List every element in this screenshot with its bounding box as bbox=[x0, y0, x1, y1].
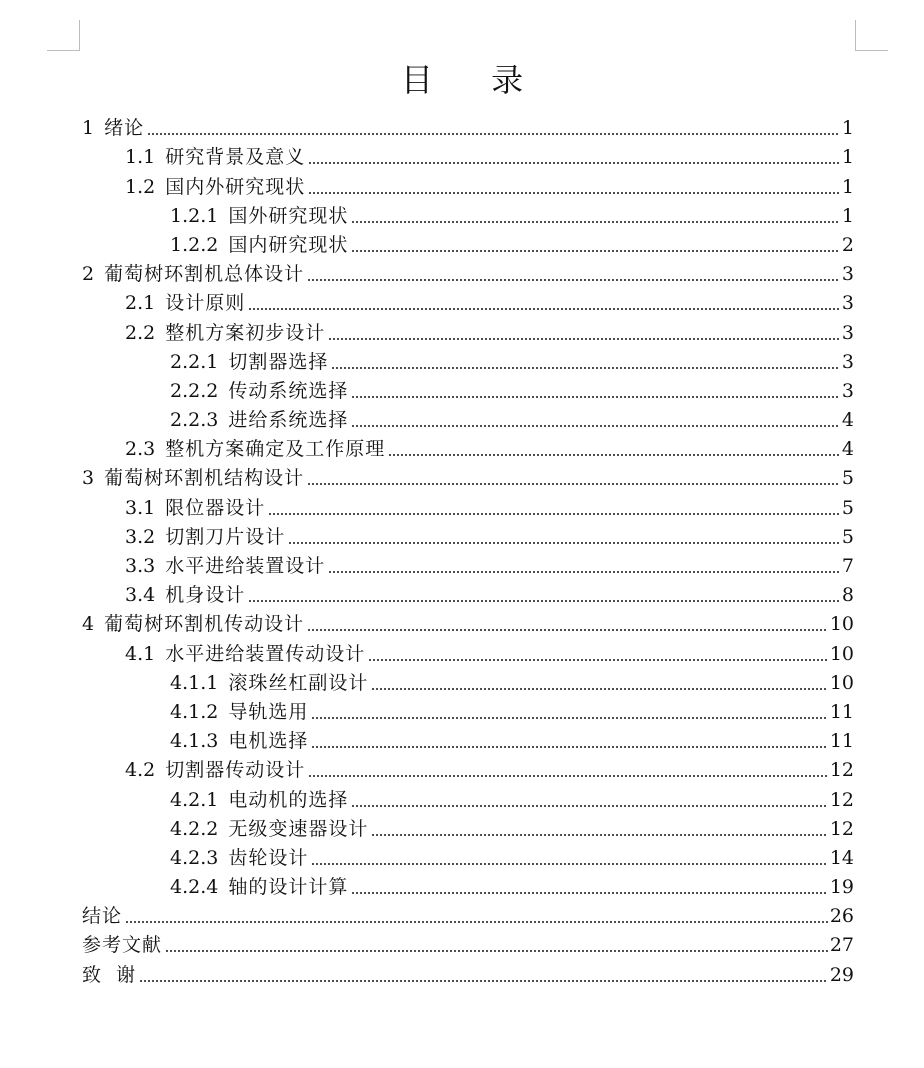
toc-entry-label: 切割器选择 bbox=[228, 350, 329, 373]
toc-entry-number: 4 bbox=[82, 613, 95, 636]
toc-entry[interactable] bbox=[82, 957, 854, 986]
toc-entry[interactable] bbox=[82, 607, 854, 636]
toc-entry-label: 滚珠丝杠副设计 bbox=[228, 671, 369, 694]
toc-entry[interactable] bbox=[82, 782, 854, 811]
toc-entry-label: 葡萄树环割机传动设计 bbox=[104, 613, 305, 636]
toc-entry-number: 2.3 bbox=[125, 438, 156, 461]
toc-entry[interactable] bbox=[82, 753, 854, 782]
toc-entry-number: 4.2 bbox=[125, 759, 156, 782]
dot-leader bbox=[351, 805, 827, 807]
toc-entry-page-number: 29 bbox=[829, 963, 854, 986]
toc-title: 目 录 bbox=[400, 61, 548, 99]
toc-entry-label: 齿轮设计 bbox=[228, 846, 309, 869]
dot-leader bbox=[308, 162, 840, 164]
dot-leader bbox=[288, 542, 840, 544]
toc-entry-page-number: 8 bbox=[841, 584, 854, 607]
toc-entry-page-number: 3 bbox=[841, 379, 854, 402]
toc-entry-page-number: 11 bbox=[829, 730, 854, 753]
toc-entry-page-number: 19 bbox=[829, 876, 854, 899]
toc-entry-page-number: 5 bbox=[841, 525, 854, 548]
dot-leader bbox=[351, 425, 840, 427]
dot-leader bbox=[351, 892, 827, 894]
toc-entry-label: 进给系统选择 bbox=[228, 409, 349, 432]
dot-leader bbox=[248, 600, 840, 602]
toc-entry-number: 4.1.3 bbox=[170, 730, 219, 753]
toc-entry[interactable] bbox=[82, 578, 854, 607]
toc-entry-page-number: 2 bbox=[841, 233, 854, 256]
toc-entry-label: 结论 bbox=[82, 905, 123, 928]
dot-leader bbox=[351, 250, 840, 252]
toc-entry-number: 3.4 bbox=[125, 584, 156, 607]
toc-entry-number: 4.1.2 bbox=[170, 700, 219, 723]
toc-entry[interactable] bbox=[82, 899, 854, 928]
toc-entry[interactable] bbox=[82, 666, 854, 695]
toc-entry-number: 3.2 bbox=[125, 525, 156, 548]
toc-entry-label: 参考文献 bbox=[82, 934, 163, 957]
toc-entry-page-number: 3 bbox=[841, 321, 854, 344]
toc-entry-page-number: 27 bbox=[829, 934, 854, 957]
toc-entry[interactable] bbox=[82, 490, 854, 519]
dot-leader bbox=[308, 775, 828, 777]
toc-entry[interactable] bbox=[82, 636, 854, 665]
toc-entry-number: 2 bbox=[82, 263, 95, 286]
toc-entry[interactable] bbox=[82, 520, 854, 549]
toc-entry[interactable] bbox=[82, 257, 854, 286]
toc-entry-page-number: 10 bbox=[829, 642, 854, 665]
dot-leader bbox=[125, 921, 828, 923]
toc-entry-page-number: 14 bbox=[829, 846, 854, 869]
dot-leader bbox=[388, 454, 840, 456]
toc-entry-label: 研究背景及意义 bbox=[165, 146, 306, 169]
toc-entry-number: 4.2.2 bbox=[170, 817, 219, 840]
toc-entry-label: 设计原则 bbox=[165, 292, 246, 315]
dot-leader bbox=[307, 483, 840, 485]
dot-leader bbox=[268, 513, 840, 515]
dot-leader bbox=[351, 396, 840, 398]
dot-leader bbox=[351, 221, 840, 223]
toc-entry[interactable] bbox=[82, 870, 854, 899]
toc-entry-label: 传动系统选择 bbox=[228, 379, 349, 402]
toc-entry-label: 切割器传动设计 bbox=[165, 759, 306, 782]
dot-leader bbox=[331, 367, 840, 369]
toc-entry-page-number: 10 bbox=[829, 671, 854, 694]
toc-entry-page-number: 1 bbox=[841, 117, 854, 140]
toc-entry[interactable] bbox=[82, 695, 854, 724]
toc-entry-label: 轴的设计计算 bbox=[228, 876, 349, 899]
dot-leader bbox=[311, 717, 827, 719]
toc-entry-page-number: 4 bbox=[841, 438, 854, 461]
dot-leader bbox=[308, 192, 840, 194]
toc-entry-number: 1.2.2 bbox=[170, 233, 219, 256]
toc-entry-label: 国内研究现状 bbox=[228, 233, 349, 256]
toc-entry[interactable] bbox=[82, 228, 854, 257]
dot-leader bbox=[307, 279, 840, 281]
toc-entry-page-number: 12 bbox=[829, 788, 854, 811]
toc-entry-label: 电机选择 bbox=[228, 730, 309, 753]
dot-leader bbox=[328, 338, 840, 340]
toc-entry-page-number: 26 bbox=[829, 905, 854, 928]
toc-entry-number: 4.2.4 bbox=[170, 876, 219, 899]
toc-entry-number: 2.2.1 bbox=[170, 350, 219, 373]
dot-leader bbox=[147, 133, 840, 135]
toc-entry-number: 3.1 bbox=[125, 496, 156, 519]
toc-entry-label: 切割刀片设计 bbox=[165, 525, 286, 548]
toc-entry-page-number: 3 bbox=[841, 350, 854, 373]
toc-entry-number: 4.2.1 bbox=[170, 788, 219, 811]
toc-entry-label: 国外研究现状 bbox=[228, 204, 349, 227]
toc-entry-label: 电动机的选择 bbox=[228, 788, 349, 811]
toc-entry-page-number: 5 bbox=[841, 467, 854, 490]
toc-entry-page-number: 1 bbox=[841, 204, 854, 227]
toc-entry-page-number: 3 bbox=[841, 263, 854, 286]
toc-entry-page-number: 11 bbox=[829, 700, 854, 723]
toc-entry-label: 机身设计 bbox=[165, 584, 246, 607]
toc-entry[interactable] bbox=[82, 403, 854, 432]
toc-entry[interactable] bbox=[82, 345, 854, 374]
dot-leader bbox=[311, 746, 827, 748]
toc-entry-number: 1 bbox=[82, 117, 95, 140]
toc-entry-number: 4.1 bbox=[125, 642, 156, 665]
toc-entry-page-number: 12 bbox=[829, 817, 854, 840]
toc-entry-label: 水平进给装置传动设计 bbox=[165, 642, 366, 665]
toc-entry-number: 4.2.3 bbox=[170, 846, 219, 869]
toc-entry[interactable] bbox=[82, 169, 854, 198]
toc-entry-number: 1.2.1 bbox=[170, 204, 219, 227]
toc-entry-label: 国内外研究现状 bbox=[165, 175, 306, 198]
toc-entry-page-number: 1 bbox=[841, 146, 854, 169]
dot-leader bbox=[248, 308, 840, 310]
dot-leader bbox=[371, 688, 827, 690]
toc-entry-page-number: 5 bbox=[841, 496, 854, 519]
toc-entry-page-number: 1 bbox=[841, 175, 854, 198]
table-of-contents bbox=[82, 111, 854, 987]
toc-entry-label: 致 谢 bbox=[82, 963, 137, 986]
toc-entry[interactable] bbox=[82, 111, 854, 140]
top-left-crop-mark bbox=[47, 20, 80, 51]
toc-entry-label: 绪论 bbox=[104, 117, 145, 140]
toc-entry[interactable] bbox=[82, 812, 854, 841]
toc-entry[interactable] bbox=[82, 928, 854, 957]
toc-entry-label: 无级变速器设计 bbox=[228, 817, 369, 840]
toc-entry-number: 2.2 bbox=[125, 321, 156, 344]
toc-entry-number: 1.1 bbox=[125, 146, 156, 169]
dot-leader bbox=[371, 834, 827, 836]
toc-entry-number: 2.2.2 bbox=[170, 379, 219, 402]
toc-entry-number: 1.2 bbox=[125, 175, 156, 198]
dot-leader bbox=[165, 950, 828, 952]
toc-entry-label: 葡萄树环割机结构设计 bbox=[104, 467, 305, 490]
toc-entry-page-number: 4 bbox=[841, 409, 854, 432]
top-right-crop-mark bbox=[855, 20, 888, 51]
toc-entry-page-number: 10 bbox=[829, 613, 854, 636]
toc-entry-label: 葡萄树环割机总体设计 bbox=[104, 263, 305, 286]
toc-entry-page-number: 7 bbox=[841, 555, 854, 577]
toc-entry-label: 水平进给装置设计 bbox=[165, 555, 326, 577]
toc-entry[interactable] bbox=[82, 286, 854, 315]
toc-entry[interactable] bbox=[82, 461, 854, 490]
dot-leader bbox=[139, 980, 828, 982]
toc-entry-number: 3.3 bbox=[125, 555, 156, 577]
toc-entry[interactable] bbox=[82, 199, 854, 228]
toc-entry-number: 4.1.1 bbox=[170, 671, 219, 694]
toc-entry[interactable] bbox=[82, 374, 854, 403]
toc-entry[interactable] bbox=[82, 315, 854, 344]
toc-entry-page-number: 12 bbox=[829, 759, 854, 782]
toc-entry-number: 3 bbox=[82, 467, 95, 490]
toc-entry[interactable] bbox=[82, 841, 854, 870]
toc-entry-label: 整机方案初步设计 bbox=[165, 321, 326, 344]
toc-entry-label: 导轨选用 bbox=[228, 700, 309, 723]
toc-entry-page-number: 3 bbox=[841, 292, 854, 315]
dot-leader bbox=[311, 863, 827, 865]
toc-entry-label: 限位器设计 bbox=[165, 496, 266, 519]
toc-entry-number: 2.2.3 bbox=[170, 409, 219, 432]
toc-entry[interactable] bbox=[82, 724, 854, 753]
dot-leader bbox=[368, 659, 828, 661]
toc-entry-number: 2.1 bbox=[125, 292, 156, 315]
toc-entry[interactable] bbox=[82, 432, 854, 461]
toc-entry-label: 整机方案确定及工作原理 bbox=[165, 438, 386, 461]
dot-leader bbox=[328, 571, 840, 573]
toc-entry[interactable] bbox=[82, 549, 854, 578]
toc-entry[interactable] bbox=[82, 140, 854, 169]
dot-leader bbox=[307, 629, 828, 631]
